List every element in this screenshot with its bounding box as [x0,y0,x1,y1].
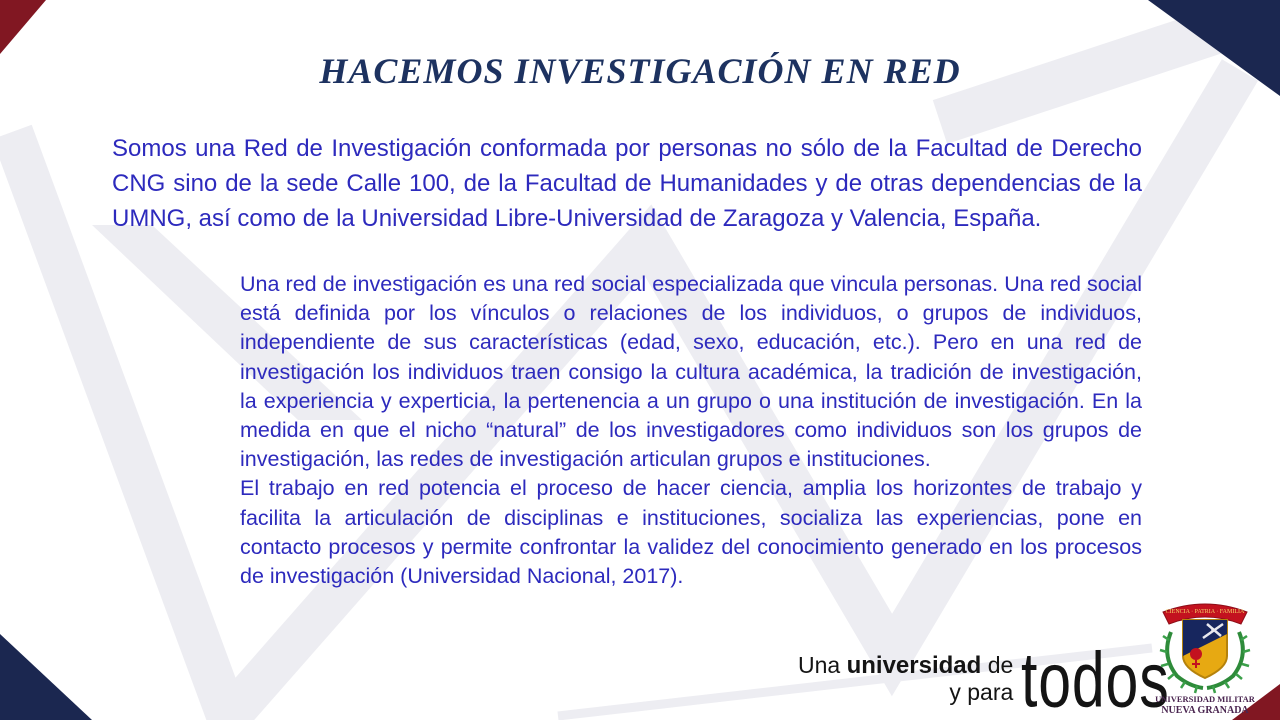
slide-title: HACEMOS INVESTIGACIÓN EN RED [319,51,961,91]
body-paragraph-1: Una red de investigación es una red social especializada que vincula personas. Una red social está definida por los vínculos o relaciones de los individuos, o grupos de individuos, independiente de sus características (edad, sexo, educación, etc.). Pero en una red de investigación los individuos traen consigo la cultura académica, la tradición de investigación, la experiencia y experticia, la pertenencia a un grupo o una institución de investigación. En la medida en que el nicho “natural” de los investigadores como individuos son los grupos de investigación, las redes de investigación articulan grupos e instituciones. [240,272,1142,472]
tagline-una: Una [798,652,841,678]
tagline-todos: todos [1021,637,1170,720]
tagline-small-lines [798,652,1013,705]
tagline-line-2: y para [949,679,1014,705]
university-tagline [798,637,1202,720]
tagline-de: de [987,652,1014,678]
crest-institution-line2: NUEVA GRANADA [1161,705,1249,716]
body-paragraph-2: El trabajo en red potencia el proceso de hacer ciencia, amplia los horizontes de trabajo y facilita la articulación de disciplinas e instituciones, socializa las experiencias, pone en contacto procesos y permite confrontar la validez del conocimiento generado en los procesos de investigación (Universidad Nacional, 2017). [240,476,1142,589]
university-crest [1155,594,1255,716]
tagline-universidad: universidad [846,652,982,679]
body-text-block [240,270,1142,591]
intro-paragraph: Somos una Red de Investigación conformada por personas no sólo de la Facultad de Derecho CNG sino de la sede Calle 100, de la Facultad de Humanidades y de otras dependencias de la UMNG, así como de la Universidad Libre-Universidad de Zaragoza y Valencia, España. [112,135,1142,232]
crest-institution-line1: UNIVERSIDAD MILITAR [1155,694,1255,704]
tagline-line-1 [798,652,1013,679]
crest-motto: CIENCIA · PATRIA · FAMILIA [1165,609,1245,615]
